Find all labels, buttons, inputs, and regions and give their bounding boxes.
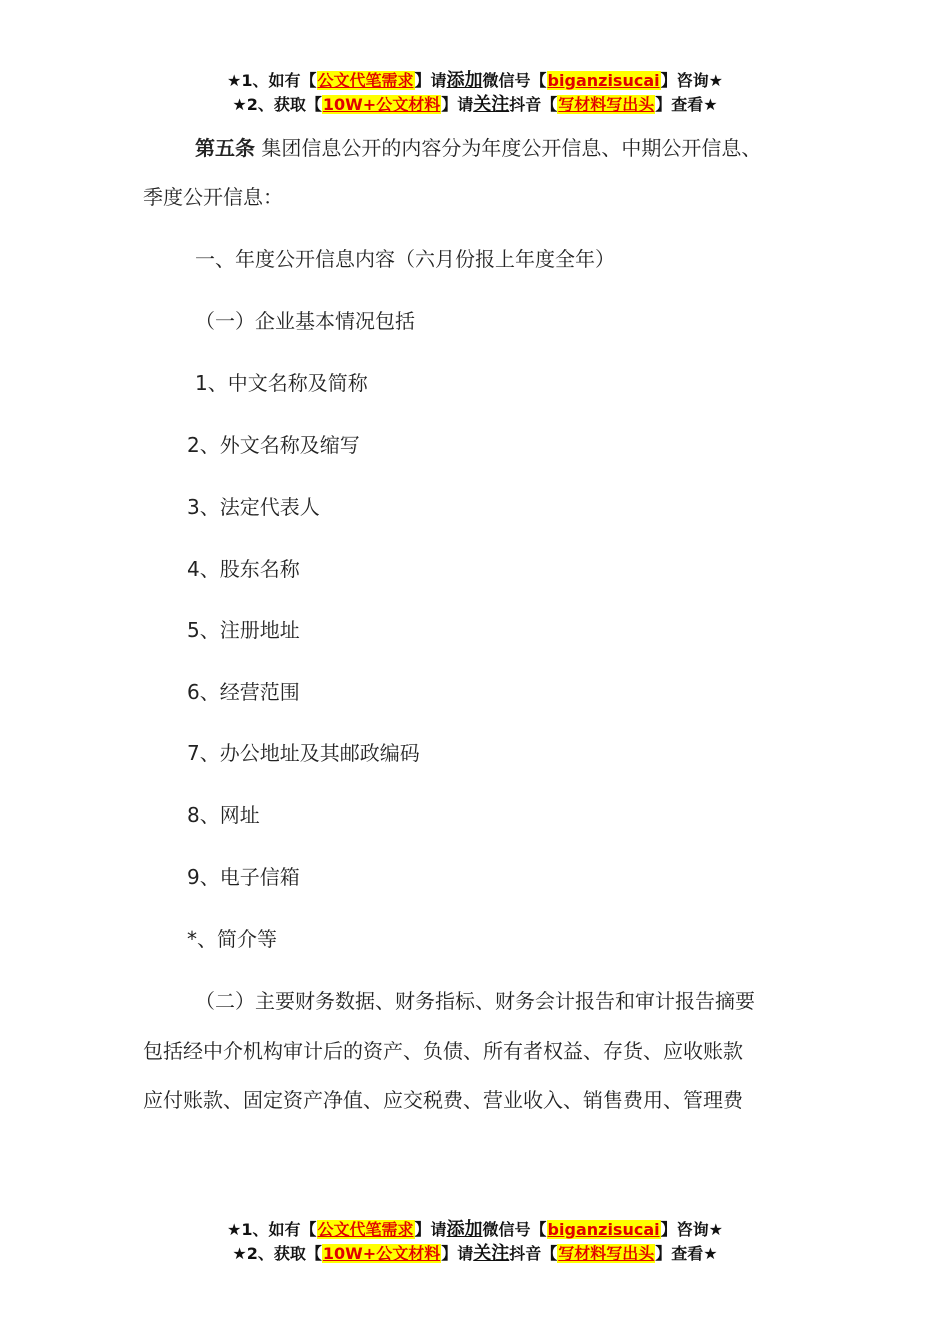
list-item: 9、电子信箱 [187, 865, 300, 889]
list-item: 6、经营范围 [187, 680, 300, 704]
list-item: *、简介等 [187, 927, 277, 951]
article-paragraph-line: 应付账款、固定资产净值、应交税费、营业收入、销售费用、管理费 [143, 1088, 743, 1112]
list-item: 4、股东名称 [187, 557, 300, 581]
banner-line-2: ★2、获取【10W+公文材料】请关注抖音【写材料写出头】查看★ [232, 1243, 718, 1264]
article-paragraph-cont: 季度公开信息： [143, 185, 283, 209]
highlight-wechat-id: biganzisucai [547, 71, 660, 90]
article-lead: 第五条 [195, 136, 255, 160]
banner-line-1: ★1、如有【公文代笔需求】请添加微信号【biganzisucai】咨询★ [227, 70, 723, 91]
subsection-heading: （一）企业基本情况包括 [195, 309, 415, 333]
list-item: 8、网址 [187, 803, 260, 827]
banner-line-1: ★1、如有【公文代笔需求】请添加微信号【biganzisucai】咨询★ [227, 1219, 723, 1240]
highlight-materials: 10W+公文材料 [322, 95, 441, 114]
list-item: 2、外文名称及缩写 [187, 433, 360, 457]
article-paragraph: 第五条 集团信息公开的内容分为年度公开信息、中期公开信息、 [195, 136, 762, 160]
subsection-heading: （二）主要财务数据、财务指标、财务会计报告和审计报告摘要 [195, 989, 755, 1013]
highlight-materials: 10W+公文材料 [322, 1244, 441, 1263]
highlight-service: 公文代笔需求 [317, 71, 414, 90]
highlight-douyin: 写材料写出头 [558, 95, 655, 114]
list-item: 1、中文名称及简称 [195, 371, 368, 395]
list-item: 5、注册地址 [187, 618, 300, 642]
banner-line-2: ★2、获取【10W+公文材料】请关注抖音【写材料写出头】查看★ [232, 94, 718, 115]
list-item: 3、法定代表人 [187, 495, 320, 519]
highlight-wechat-id: biganzisucai [547, 1220, 660, 1239]
article-paragraph-line: 包括经中介机构审计后的资产、负债、所有者权益、存货、应收账款 [143, 1039, 743, 1063]
list-item: 7、办公地址及其邮政编码 [187, 741, 420, 765]
section-heading: 一、年度公开信息内容（六月份报上年度全年） [195, 247, 615, 271]
highlight-douyin: 写材料写出头 [558, 1244, 655, 1263]
highlight-service: 公文代笔需求 [317, 1220, 414, 1239]
header-banner [0, 69, 950, 117]
footer-banner [0, 1218, 950, 1266]
